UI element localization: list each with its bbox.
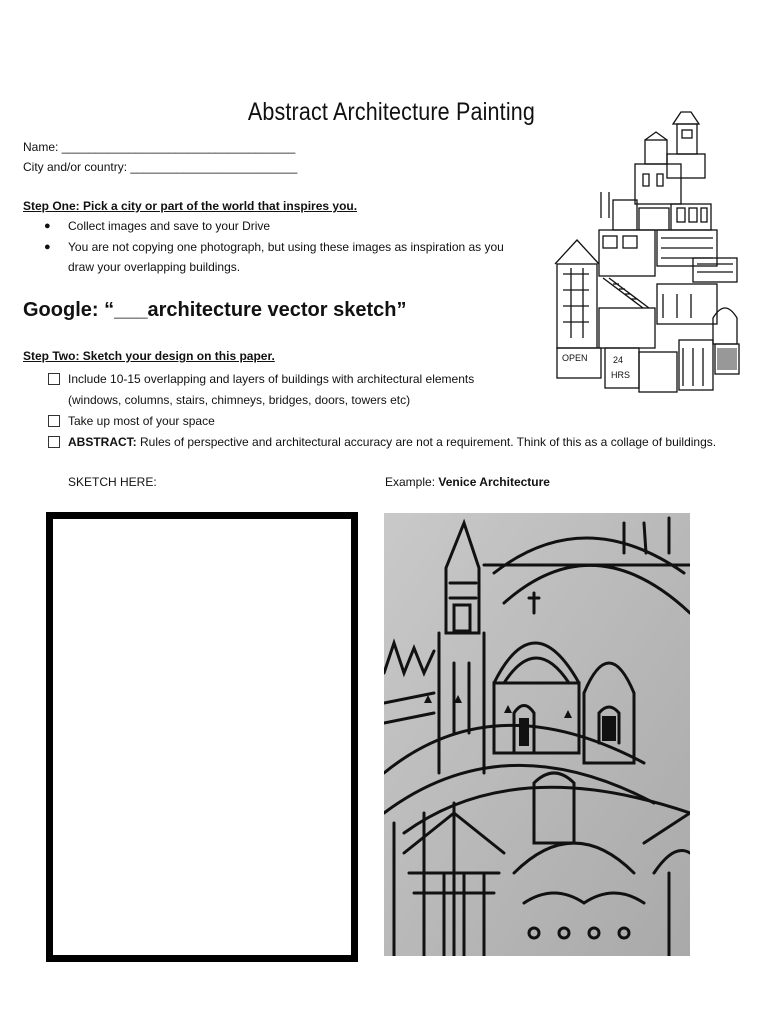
bullet-icon: ● [44,220,51,232]
page-title: Abstract Architecture Painting [247,98,536,126]
name-blank[interactable]: ___________________________________ [61,140,296,154]
sketch-area[interactable] [46,512,358,962]
step-two-heading: Step Two: Sketch your design on this paper. [23,349,275,363]
open-sign-text: OPEN [562,353,588,363]
city-label: City and/or country: [23,160,128,174]
checklist-item: Include 10-15 overlapping and layers of buildings with architectural elements [68,369,474,390]
checklist-item: Take up most of your space [68,411,215,432]
example-name: Venice Architecture [438,475,550,489]
checklist-item-continuation: (windows, columns, stairs, chimneys, bridges, doors, towers etc) [68,393,411,407]
buildings-collage-illustration [553,108,743,398]
name-line [23,137,295,157]
venice-sketch-illustration [384,513,690,956]
checkbox-icon[interactable] [48,373,60,385]
step-one-heading: Step One: Pick a city or part of the world that inspires you. [23,199,358,213]
google-search-hint: Google: “___architecture vector sketch” [23,299,407,321]
bullet-icon: ● [44,241,51,253]
sketch-label: SKETCH HERE: [68,475,157,489]
venice-example-image [384,513,690,956]
bullet-continuation: draw your overlapping buildings. [68,260,241,274]
city-blank[interactable]: _________________________ [130,160,298,174]
twentyfour-sign-text: 24 [613,355,624,365]
city-line [23,157,297,177]
bullet-item: ● Collect images and save to your Drive [68,216,538,237]
name-label: Name: [23,140,59,154]
hrs-sign-text: HRS [611,370,631,380]
checkbox-icon[interactable] [48,415,60,427]
checklist-item: ABSTRACT: Rules of perspective and architectural accuracy are not a requirement. Think of this as a collage of buildings. [68,432,716,453]
example-caption: Example: Venice Architecture [385,475,550,489]
bullet-item: ● You are not copying one photograph, but using these images as inspiration as you [68,237,548,258]
checkbox-icon[interactable] [48,436,60,448]
